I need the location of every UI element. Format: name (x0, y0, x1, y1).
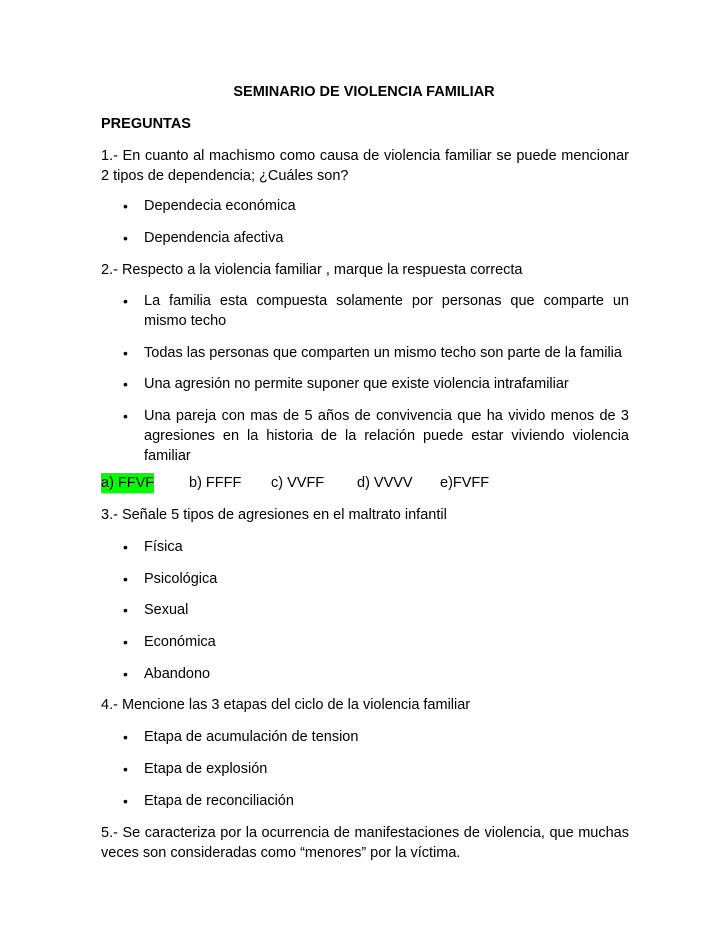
list-item (123, 343, 629, 363)
list-item (123, 600, 629, 620)
bullet-icon: • (123, 793, 128, 809)
bullet-icon: • (123, 230, 128, 246)
list-item-text: Una agresión no permite suponer que existe violencia intrafamiliar (144, 376, 569, 392)
list-item-text: Etapa de acumulación de tension (144, 729, 359, 745)
bullet-icon: • (123, 666, 128, 682)
list-item-text: Psicológica (144, 571, 218, 587)
list-item (123, 569, 629, 589)
answer-option-c: c) VVFF (271, 475, 325, 491)
bullet-icon: • (123, 571, 128, 587)
bullet-icon: • (123, 293, 128, 309)
list-item (123, 374, 629, 394)
bullet-icon: • (123, 602, 128, 618)
list-item (123, 406, 629, 466)
list-item-text: Etapa de reconciliación (144, 793, 294, 809)
list-item-text: Económica (144, 634, 216, 650)
question-1: 1.- En cuanto al machismo como causa de violencia familiar se puede mencionar 2 tipos de dependencia; ¿Cuáles son? (101, 148, 629, 184)
list-item-text: Dependencia afectiva (144, 230, 284, 246)
list-item-text: Abandono (144, 666, 211, 682)
answer-option-e: e)FVFF (440, 475, 490, 491)
list-item (123, 291, 629, 331)
list-item-text: Dependecia económica (144, 198, 296, 214)
question-5: 5.- Se caracteriza por la ocurrencia de manifestaciones de violencia, que muchas veces son consideradas como “menores” por la víctima. (101, 825, 629, 861)
bullet-icon: • (123, 408, 128, 424)
question-2: 2.- Respecto a la violencia familiar , marque la respuesta correcta (101, 262, 523, 278)
bullet-icon: • (123, 198, 128, 214)
bullet-icon: • (123, 729, 128, 745)
bullet-icon: • (123, 539, 128, 555)
section-heading: PREGUNTAS (101, 116, 191, 132)
bullet-icon: • (123, 634, 128, 650)
answer-option-d: d) VVVV (357, 475, 413, 491)
list-item (123, 537, 629, 557)
list-item (123, 632, 629, 652)
list-item-text: Sexual (144, 602, 189, 618)
question-4: 4.- Mencione las 3 etapas del ciclo de la violencia familiar (101, 697, 471, 713)
list-item-text: Todas las personas que comparten un mismo techo son parte de la familia (144, 345, 622, 361)
document-title: SEMINARIO DE VIOLENCIA FAMILIAR (233, 84, 495, 100)
list-item (123, 791, 629, 811)
answer-option-b: b) FFFF (189, 475, 242, 491)
answer-option-a: a) FFVF (101, 475, 155, 491)
bullet-icon: • (123, 376, 128, 392)
list-item (123, 759, 629, 779)
list-item (123, 228, 629, 248)
list-item (123, 196, 629, 216)
answer-options (101, 473, 629, 493)
bullet-icon: • (123, 345, 128, 361)
bullet-icon: • (123, 761, 128, 777)
list-item-text: La familia esta compuesta solamente por personas que comparte un mismo techo (144, 293, 629, 329)
list-item-text: Etapa de explosión (144, 761, 268, 777)
list-item (123, 664, 629, 684)
list-item (123, 727, 629, 747)
list-item-text: Física (144, 539, 183, 555)
question-3: 3.- Señale 5 tipos de agresiones en el maltrato infantil (101, 507, 447, 523)
list-item-text: Una pareja con mas de 5 años de convivencia que ha vivido menos de 3 agresiones en la historia de la relación puede estar viviendo violencia familiar (144, 408, 629, 464)
